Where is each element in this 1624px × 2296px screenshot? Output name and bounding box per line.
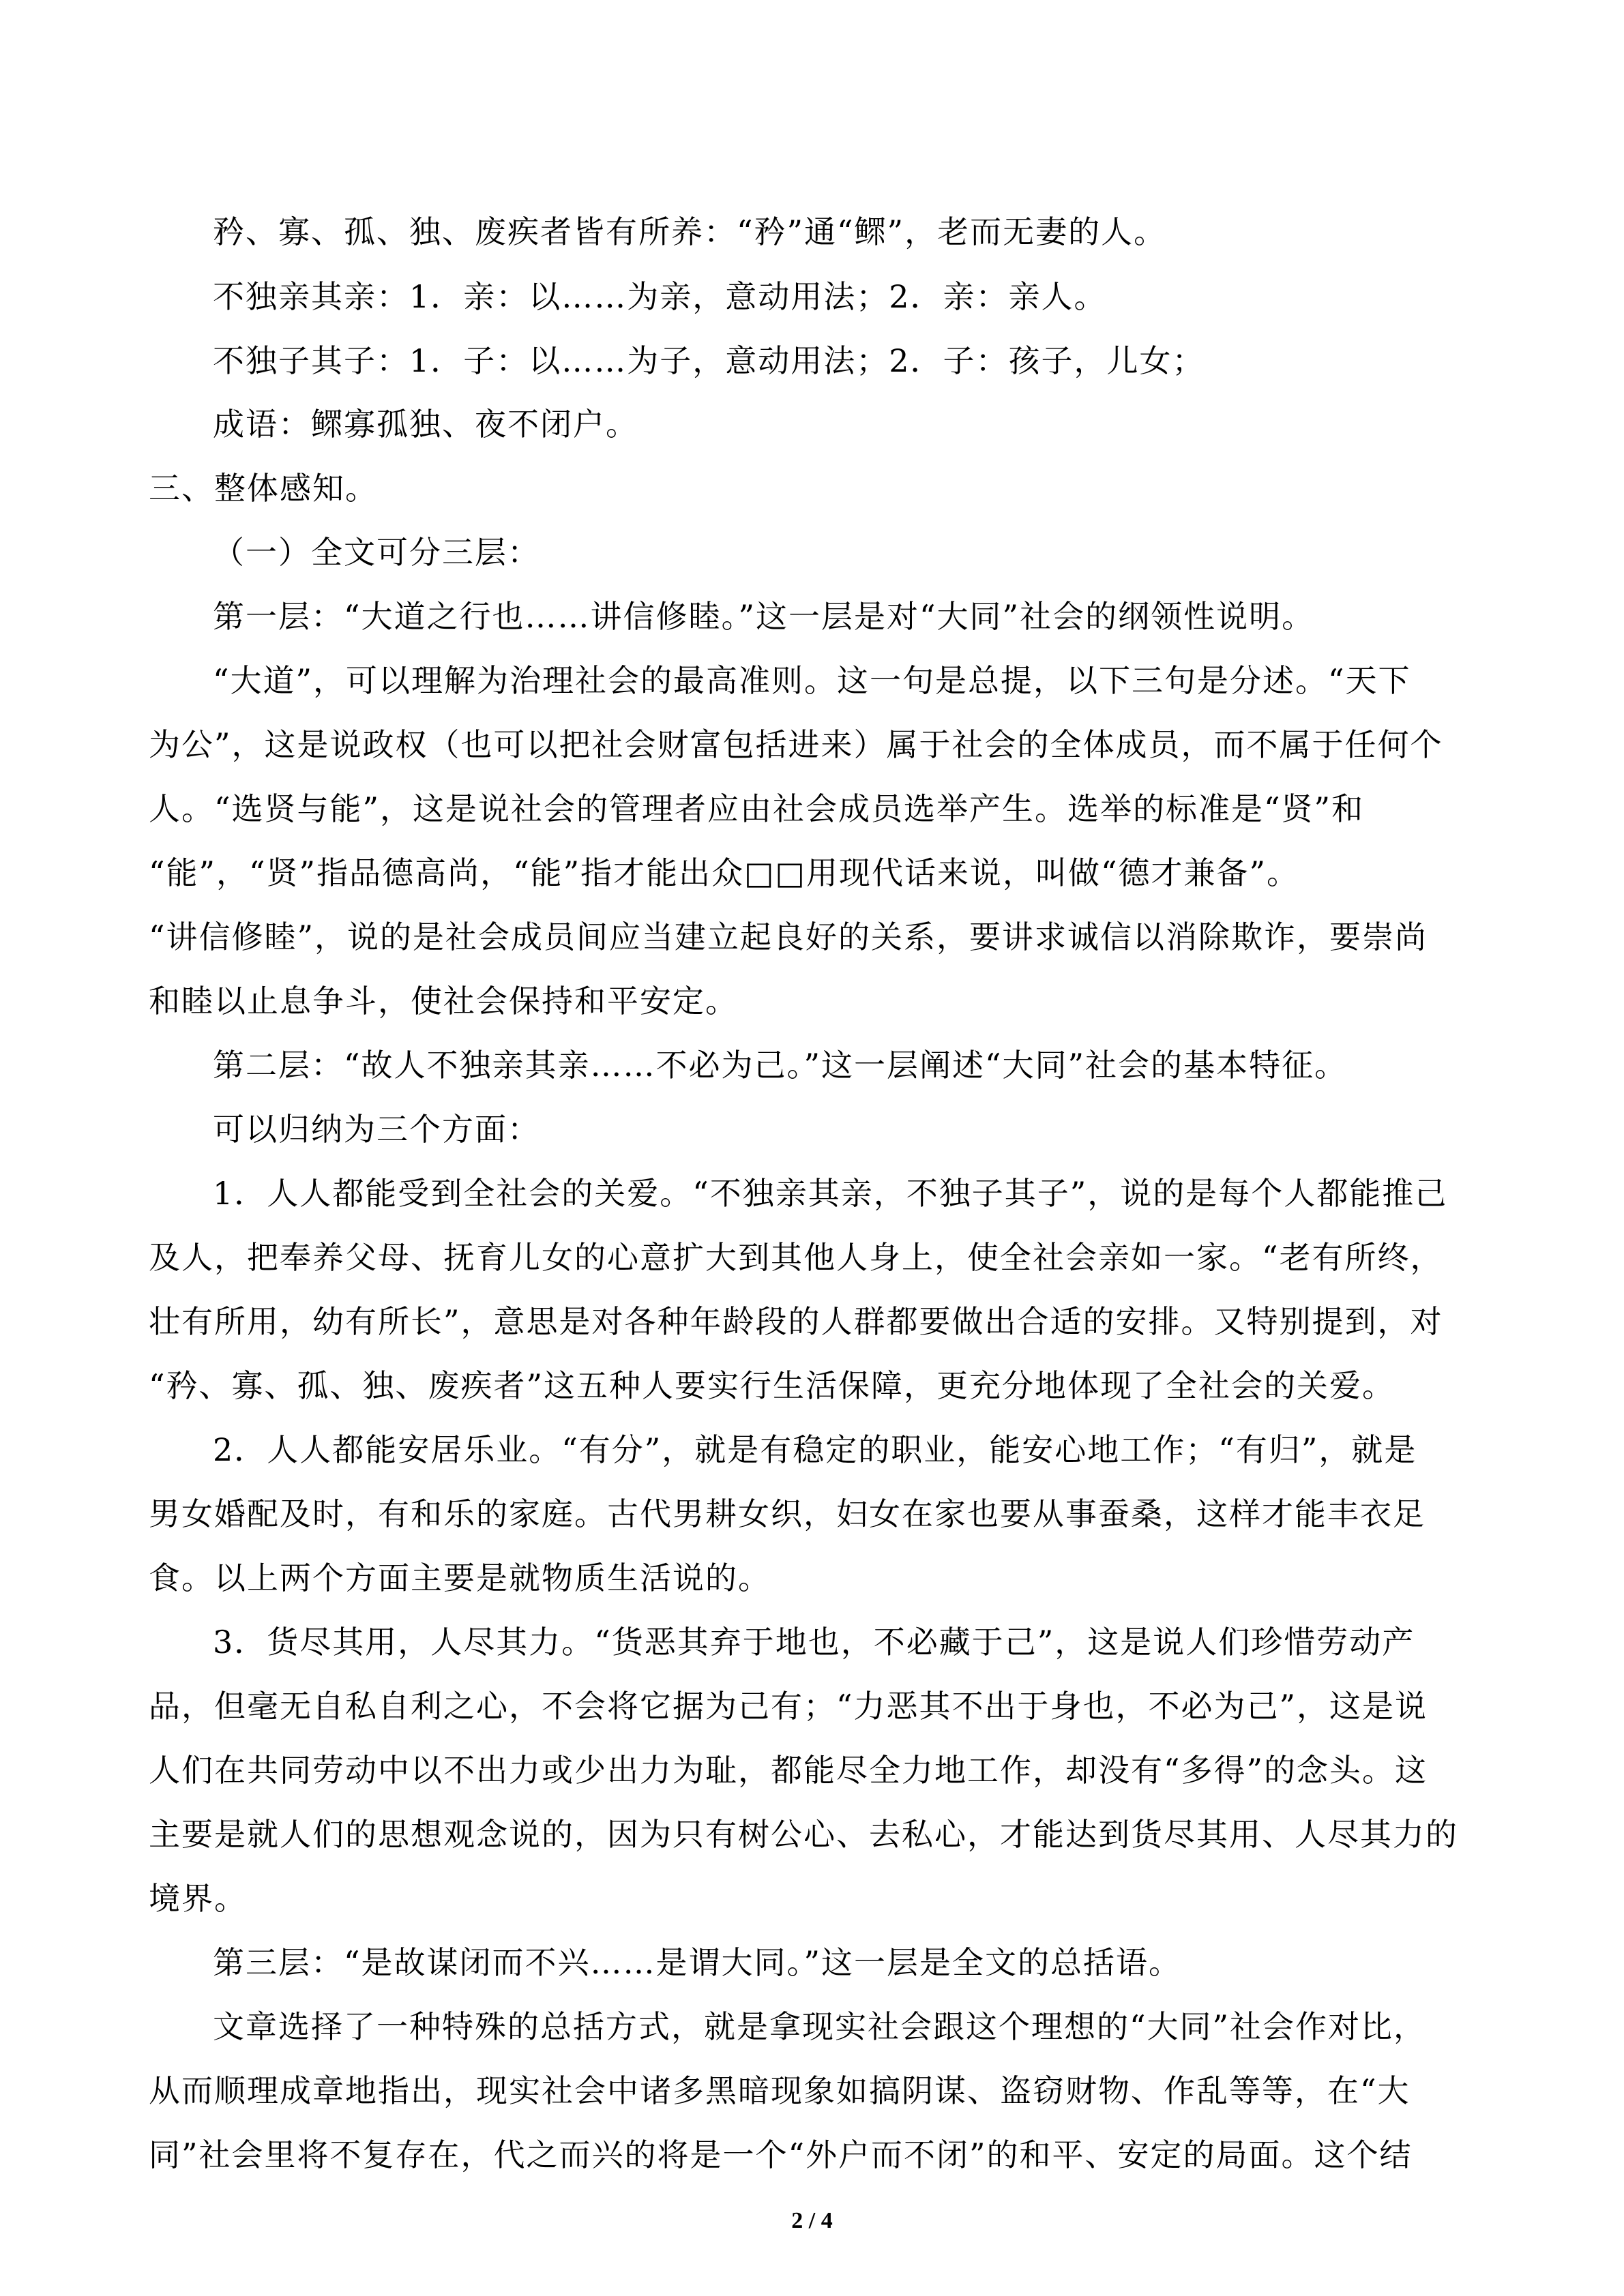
- text-line: 食。以上两个方面主要是就物质生活说的。: [149, 1560, 771, 1596]
- page-number: 2 / 4: [791, 2208, 833, 2233]
- subsection-heading: （一）全文可分三层：: [213, 534, 540, 571]
- text-line: 第二层：“故人不独亲其亲……不必为己。”这一层阐述“大同”社会的基本特征。: [213, 1047, 1348, 1084]
- text-line: 从而顺理成章地指出，现实社会中诸多黑暗现象如搞阴谋、盗窃财物、作乱等等，在“大: [149, 2072, 1411, 2109]
- text-line: 不独子其子：1．子：以……为子，意动用法；2．子：孩子，儿女；: [213, 342, 1205, 379]
- text-line: 不独亲其亲：1．亲：以……为亲，意动用法；2．亲：亲人。: [213, 278, 1107, 315]
- text-line: 品，但毫无自私自利之心，不会将它据为己有；“力恶其不出于身也，不必为己”，这是说: [149, 1688, 1428, 1725]
- text-line: 主要是就人们的思想观念说的，因为只有树公心、去私心，才能达到货尽其用、人尽其力的: [149, 1816, 1458, 1853]
- text-line: 及人，把奉养父母、抚育儿女的心意扩大到其他人身上，使全社会亲如一家。“老有所终，: [149, 1239, 1443, 1276]
- text-line: 3．货尽其用，人尽其力。“货恶其弃于地也，不必藏于己”，这是说人们珍惜劳动产: [213, 1624, 1415, 1660]
- section-heading: 三、整体感知。: [149, 470, 378, 507]
- text-line: 1．人人都能受到全社会的关爱。“不独亲其亲，不独子其子”，说的是每个人都能推己: [213, 1175, 1448, 1212]
- text-line: “矜、寡、孤、独、废疾者”这五种人要实行生活保障，更充分地体现了全社会的关爱。: [149, 1367, 1396, 1404]
- text-line: 为公”，这是说政权（也可以把社会财富包括进来）属于社会的全体成员，而不属于任何个: [149, 726, 1443, 763]
- text-line: 壮有所用，幼有所长”，意思是对各种年龄段的人群都要做出合适的安排。又特别提到，对: [149, 1303, 1443, 1340]
- text-line: 文章选择了一种特殊的总括方式，就是拿现实社会跟这个理想的“大同”社会作对比，: [213, 2008, 1427, 2045]
- text-line: 可以归纳为三个方面：: [213, 1111, 540, 1148]
- text-line: 成语：鳏寡孤独、夜不闭户。: [213, 406, 638, 443]
- text-line: 矜、寡、孤、独、废疾者皆有所养：“矜”通“鳏”，老而无妻的人。: [213, 213, 1167, 250]
- text-line: 人们在共同劳动中以不出力或少出力为耻，都能尽全力地工作，却没有“多得”的念头。这: [149, 1752, 1428, 1789]
- text-line: 第一层：“大道之行也……讲信修睦。”这一层是对“大同”社会的纲领性说明。: [213, 598, 1315, 635]
- text-line: 境界。: [149, 1880, 247, 1917]
- text-line: 2．人人都能安居乐业。“有分”，就是有稳定的职业，能安心地工作；“有归”，就是: [213, 1431, 1417, 1468]
- text-line: “讲信修睦”，说的是社会成员间应当建立起良好的关系，要讲求诚信以消除欺诈，要崇尚: [149, 919, 1428, 955]
- text-line: 同”社会里将不复存在，代之而兴的将是一个“外户而不闭”的和平、安定的局面。这个结: [149, 2136, 1413, 2173]
- text-line: 男女婚配及时，有和乐的家庭。古代男耕女织，妇女在家也要从事蚕桑，这样才能丰衣足: [149, 1495, 1426, 1532]
- text-line: 人。“选贤与能”，这是说社会的管理者应由社会成员选举产生。选举的标准是“贤”和: [149, 790, 1365, 827]
- text-line: “能”，“贤”指品德高尚，“能”指才能出众□□用现代话来说，叫做“德才兼备”。: [149, 854, 1300, 891]
- text-line: “大道”，可以理解为治理社会的最高准则。这一句是总提，以下三句是分述。“天下: [213, 662, 1411, 699]
- text-line: 第三层：“是故谋闭而不兴……是谓大同。”这一层是全文的总括语。: [213, 1944, 1182, 1981]
- text-line: 和睦以止息争斗，使社会保持和平安定。: [149, 983, 738, 1019]
